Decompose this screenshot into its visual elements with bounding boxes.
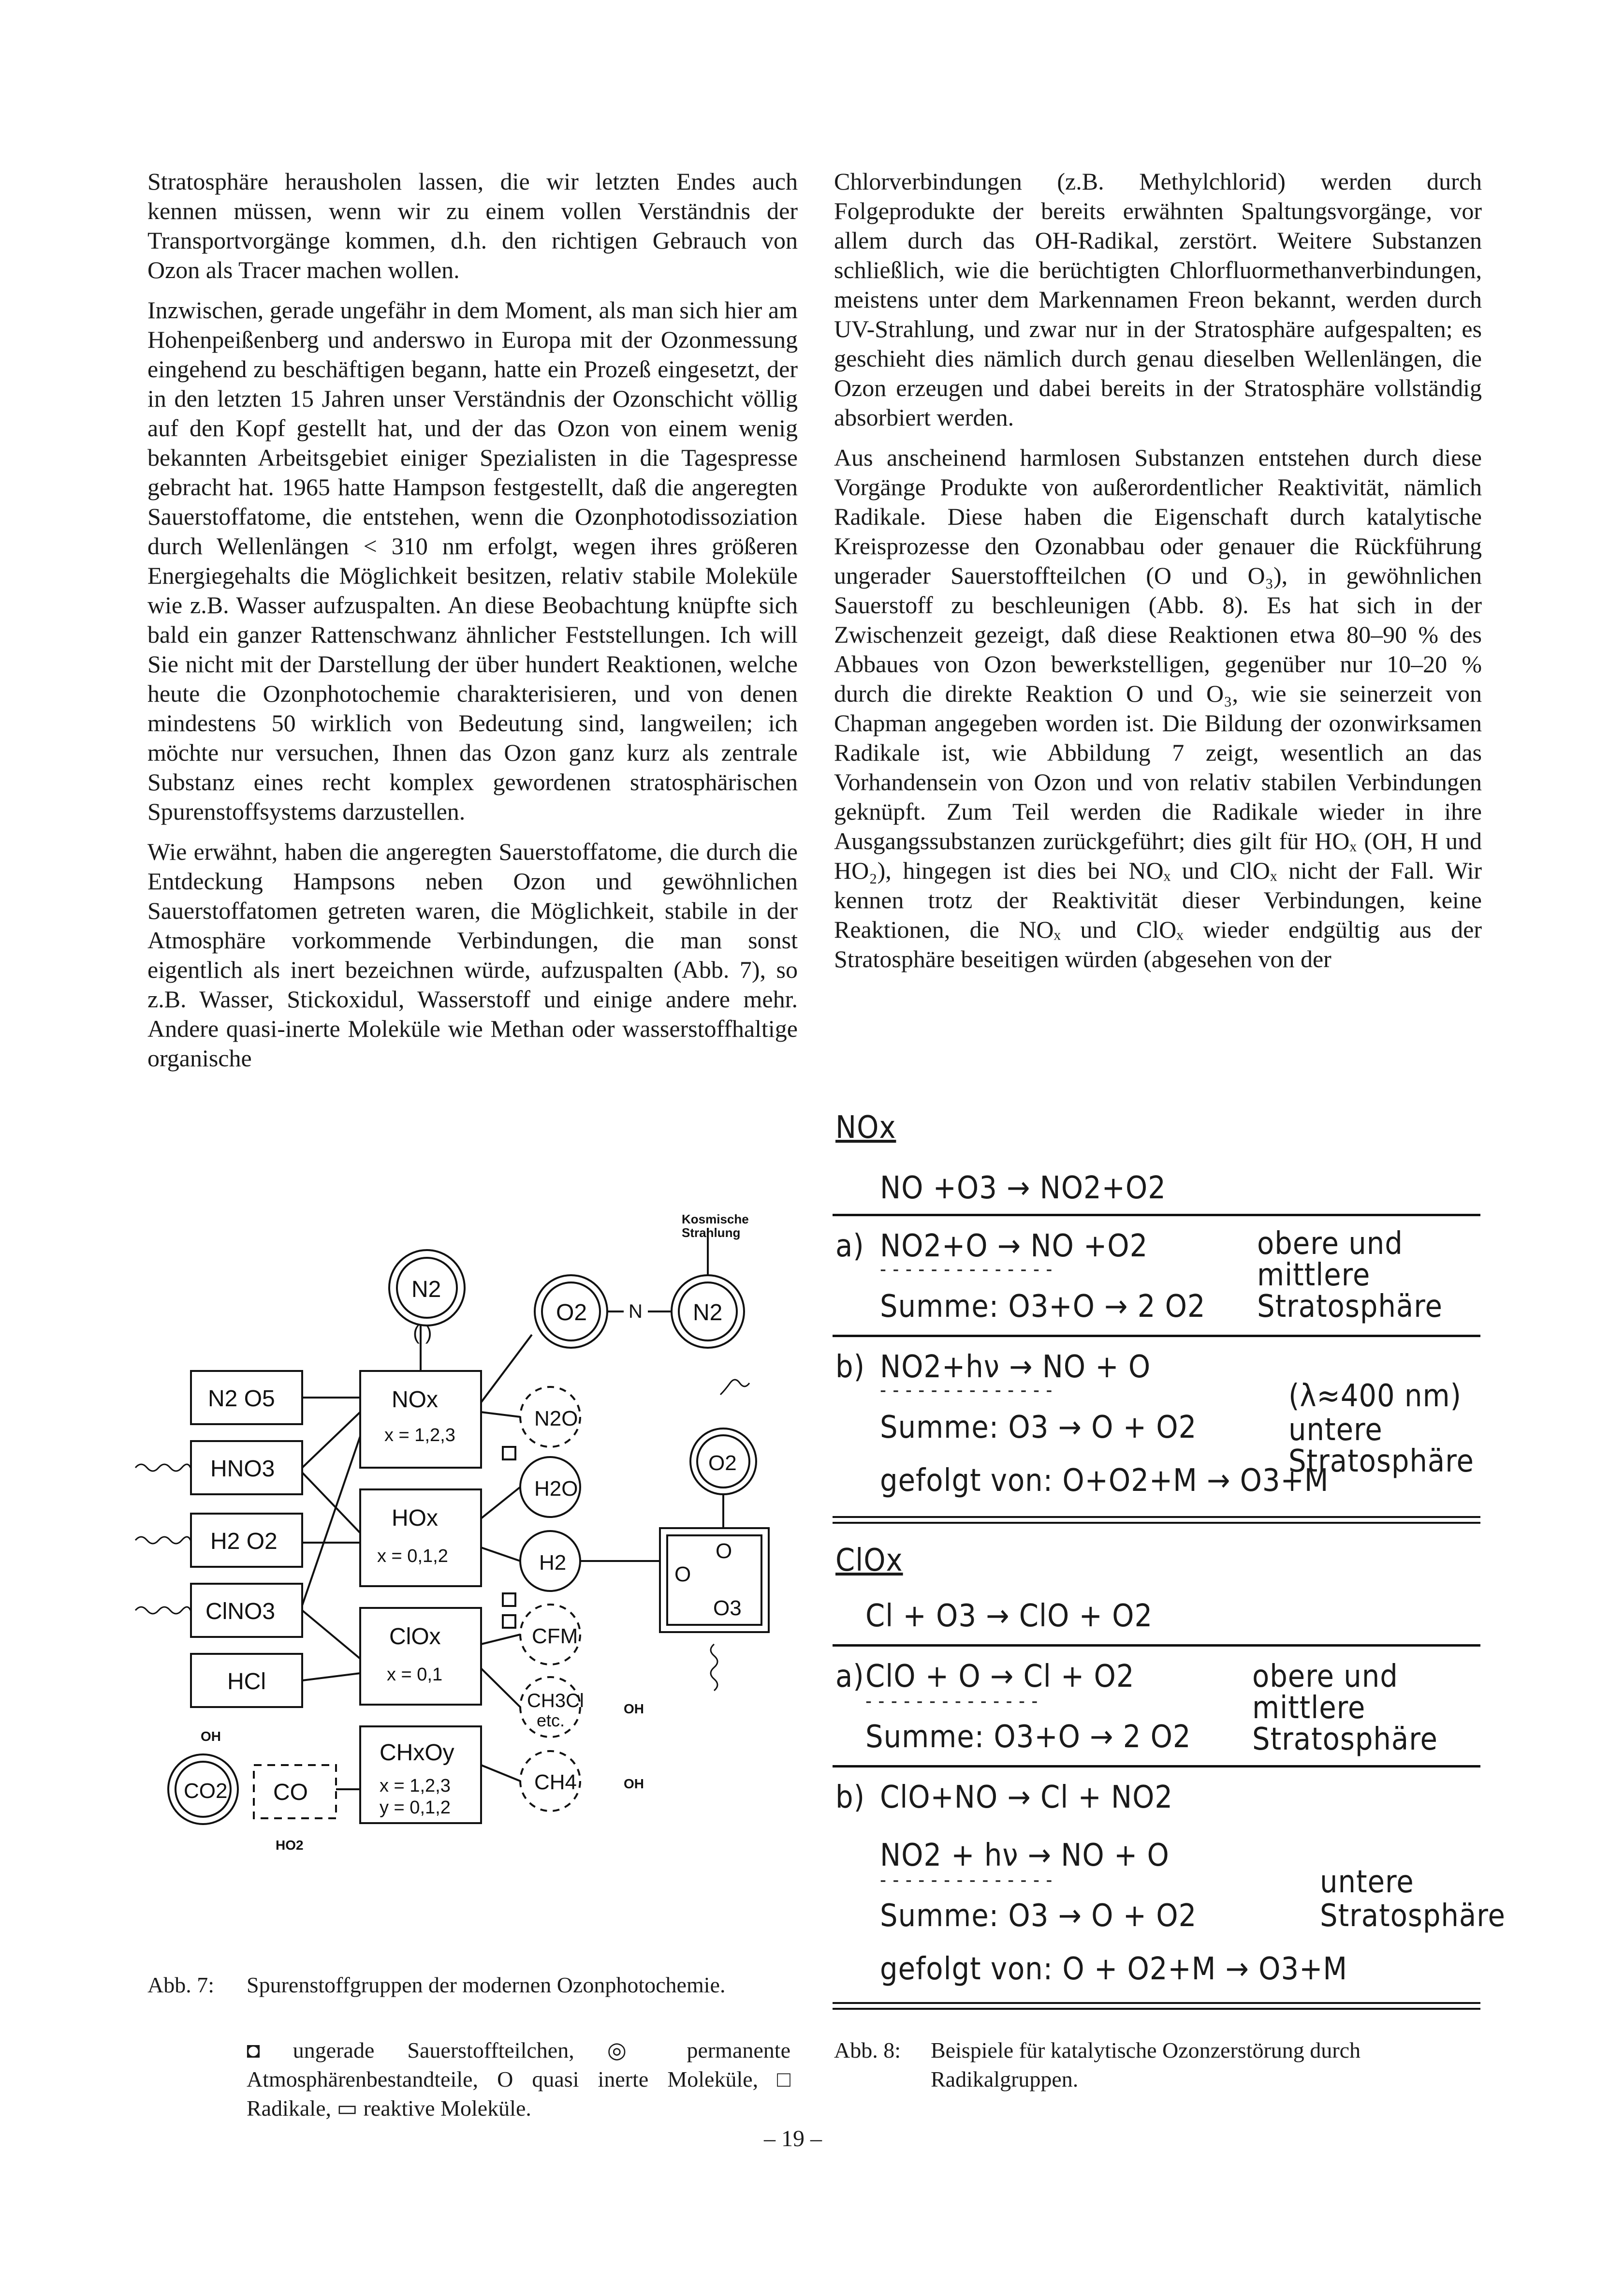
o2-node-label: O2 [556,1300,587,1326]
page-number: – 19 – [764,2126,822,2151]
caption-label: Abb. 8: [834,2038,901,2062]
caption-text: Spurenstoffgruppen der modernen Ozonphotochemie. [247,1973,726,1997]
left-text-column [147,167,798,1084]
nox-main-reaction: NO +O3 → NO2+O2 [880,1170,1166,1206]
paragraph: Aus anscheinend harmlosen Substanzen entstehen durch diese Vorgänge Produkte von außerordentlicher Reaktivität, nämlich Radikale. Diese haben die Eigenschaft durch katalytische Kreisprozesse den Ozonabbau oder genauer die Rückführung ungerader Sauerstoffteilchen (O und O₃), in gewöhnlichen Sauerstoff zu beschleunigen (Abb. 8). Es hat sich in der Zwischenzeit gezeigt, daß diese Reaktionen etwa 80–90 % des Abbaues von Ozon bewerkstelligen, gegenüber nur 10–20 % durch die direkte Reaktion O und O₃, wie sie seinerzeit von Chapman angegeben worden ist. Die Bildung der ozonwirksamen Radikale ist, wie Abbildung 7 zeigt, wesentlich an das Vorhandensein von Ozon und von relativ stabilen Verbindungen geknüpft. Zum Teil werden die Radikale wieder in ihre Ausgangssubstanzen zurückgeführt; dies gilt für HOₓ (OH, H und HO₂), hingegen ist dies bei NOₓ und ClOₓ nicht der Fall. Wir kennen trotz der Reaktivität dieser Verbindungen, keine Reaktionen, die NOₓ und ClOₓ wieder endgültig aus der Stratosphäre beseitigen würden (abgesehen von der [834,444,1482,972]
n-link-label: N [629,1301,643,1322]
region-label: Stratosphäre [1320,1898,1506,1934]
divider [833,1765,1480,1767]
divider [833,1644,1480,1647]
o-label: O [674,1562,691,1586]
co-label: CO [273,1780,308,1805]
n2-node-label: N2 [693,1300,723,1326]
nox-label: NOx [392,1387,438,1413]
clox-sub-label: x = 0,1 [387,1664,443,1685]
chxoy-sub1-label: x = 1,2,3 [380,1776,451,1796]
figure-8-caption [834,2036,1482,2099]
oh-label: OH [624,1701,644,1716]
clno3-label: ClNO3 [205,1599,276,1624]
h2o2-label: H2 O2 [210,1529,278,1554]
clox-b-reaction-1: ClO+NO → Cl + NO2 [880,1780,1173,1815]
nox-b-follow: gefolgt von: O+O2+M → O3+M [880,1463,1329,1499]
divider [833,1522,1480,1524]
clox-a-sum: Summe: O3+O → 2 O2 [865,1719,1191,1755]
region-label: Stratosphäre [1288,1443,1474,1479]
nox-b-sum: Summe: O3 → O + O2 [880,1410,1197,1445]
nox-b-label: b) [835,1349,865,1385]
wavelength-label: (λ≈400 nm) [1288,1378,1462,1414]
n2o5-label: N2 O5 [208,1386,275,1412]
paragraph: Wie erwähnt, haben die angeregten Sauerstoffatome, die durch die Entdeckung Hampsons neben Ozon und gewöhnlichen Sauerstoffatomen getreten waren, die Möglichkeit, stabile in der Atmosphäre vorkommende Verbindungen, die man sonst eigentlich als inert bezeichnen würde, aufzuspalten (Abb. 7), so z.B. Wasser, Stickoxidul, Wasserstoff und einige andere mehr. Andere quasi-inerte Moleküle wie Methan oder wasserstoffhaltige organische [147,838,798,1072]
clox-b-follow: gefolgt von: O + O2+M → O3+M [880,1951,1348,1987]
dash-line: - - - - - - - - - - - - - - [880,1258,1053,1281]
h2o-label: H2O [534,1477,578,1501]
hno3-label: HNO3 [210,1456,275,1482]
etc-label: etc. [537,1710,565,1730]
clox-a-reaction: ClO + O → Cl + O2 [865,1659,1135,1694]
ch4-label: CH4 [534,1770,577,1794]
dash-line: - - - - - - - - - - - - - - [865,1690,1039,1712]
n2o-label: N2O [534,1407,578,1430]
kosmische-label: Kosmische [682,1212,749,1226]
caption-label: Abb. 7: [147,1973,214,1997]
ho2-label: HO2 [276,1838,304,1853]
region-label: Stratosphäre [1257,1289,1443,1325]
chxoy-sub2-label: y = 0,1,2 [380,1797,451,1818]
cfm-label: CFM [532,1624,578,1648]
dash-line: - - - - - - - - - - - - - - [880,1869,1053,1891]
clox-b-sum: Summe: O3 → O + O2 [880,1898,1197,1934]
clox-label: ClOx [389,1624,441,1650]
region-label: Stratosphäre [1252,1722,1438,1757]
n2-node-label: N2 [411,1277,441,1302]
figure-7-caption [147,1971,790,2121]
region-label: obere und [1252,1659,1398,1694]
hcl-label: HCl [227,1669,266,1694]
paren-label: ( ) [413,1321,432,1344]
clox-main-reaction: Cl + O3 → ClO + O2 [865,1598,1153,1634]
clox-title: ClOx [835,1543,903,1578]
oh-label: OH [624,1776,644,1791]
divider [833,1214,1480,1216]
o3-label: O3 [713,1596,742,1620]
nox-a-reaction: NO2+O → NO +O2 [880,1228,1148,1264]
paragraph: Inzwischen, gerade ungefähr in dem Moment, als man sich hier am Hohenpeißenberg und anderswo in Europa mit der Ozonmessung eingehend zu beschäftigen begann, hatte ein Prozeß eingesetzt, der in den letzten 15 Jahren unser Verständnis der Ozonschicht völlig auf den Kopf gestellt hat, und der das Ozon von einem wenig bekannten Arbeitsgebiet einiger Spezialisten in die Tagespresse gebracht hat. 1965 hatte Hampson festgestellt, daß die angeregten Sauerstoffatome, die entstehen, wenn die Ozonphotodissoziation durch Wellenlängen < 310 nm erfolgt, wegen ihres größeren Energiegehalts die Möglichkeit besitzen, relativ stabile Moleküle wie z.B. Wasser aufzuspalten. An diese Beobachtung knüpfte sich bald ein ganzer Rattenschwanz ähnlicher Feststellungen. Ich will Sie nicht mit der Darstellung der über hundert Reaktionen, welche heute die Ozonphotochemie charakterisieren, und von denen mindestens 50 wirklich von Bedeutung sind, langweilen; ich möchte nur versuchen, Ihnen das Ozon ganz kurz als zentrale Substanz eines recht komplex gewordenen stratosphärischen Spurenstoffsystems darzustellen. [147,296,798,825]
paragraph: Chlorverbindungen (z.B. Methylchlorid) werden durch Folgeprodukte der bereits erwähnten Spaltungsvorgänge, vor allem durch das OH-Radikal, zerstört. Weitere Substanzen schließlich, wie die berüchtigten Chlorfluormethanverbindungen, meistens unter dem Markennamen Freon bekannt, werden durch UV-Strahlung, und zwar nur in der Stratosphäre aufgespalten; es geschieht dies nämlich durch genau dieselben Wellenlängen, die Ozon erzeugen und dabei bereits in der Stratosphäre vollständig absorbiert werden. [834,168,1482,431]
divider [833,2008,1480,2010]
region-label: mittlere [1252,1690,1366,1726]
dash-line: - - - - - - - - - - - - - - [880,1379,1053,1401]
hox-label: HOx [392,1505,438,1531]
ch3cl-label: CH3Cl [527,1690,584,1711]
divider [833,1335,1480,1337]
nox-sub-label: x = 1,2,3 [384,1425,455,1445]
nox-a-label: a) [835,1228,864,1264]
caption-text: Beispiele für katalytische Ozonzerstörung durch Radikalgruppen. [931,2038,1361,2092]
region-label: untere [1320,1864,1414,1900]
region-label: obere und [1257,1226,1403,1262]
paragraph: Stratosphäre herausholen lassen, die wir letzten Endes auch kennen müssen, wenn wir zu einem vollen Verständnis der Transportvorgänge kommen, d.h. den richtigen Gebrauch von Ozon als Tracer machen wollen. [147,168,798,283]
chxoy-label: CHxOy [380,1740,454,1766]
h2-label: H2 [539,1551,567,1575]
clox-b-reaction-2: NO2 + hν → NO + O [880,1838,1170,1873]
figure-7-diagram [131,1209,778,1939]
co2-label: CO2 [184,1779,228,1803]
region-label: mittlere [1257,1257,1371,1293]
clox-a-label: a) [835,1659,864,1694]
strahlung-label: Strahlung [682,1225,741,1240]
region-label: untere [1288,1412,1383,1448]
clox-b-label: b) [835,1780,865,1815]
o2-label: O2 [708,1451,737,1475]
nox-a-sum: Summe: O3+O → 2 O2 [880,1289,1206,1325]
caption-legend: ◘ ungerade Sauerstoffteilchen, ◎ permanente Atmosphärenbestandteile, O quasi inerte Moleküle, □ Radikale, ▭ reaktive Moleküle. [247,2038,790,2121]
right-text-column [834,167,1482,985]
divider [833,1516,1480,1518]
nox-b-reaction: NO2+hν → NO + O [880,1349,1151,1385]
oh-label: OH [201,1729,221,1744]
o-label: O [716,1539,732,1563]
hox-sub-label: x = 0,1,2 [377,1546,448,1566]
nox-title: NOx [835,1110,896,1146]
divider [833,2002,1480,2004]
